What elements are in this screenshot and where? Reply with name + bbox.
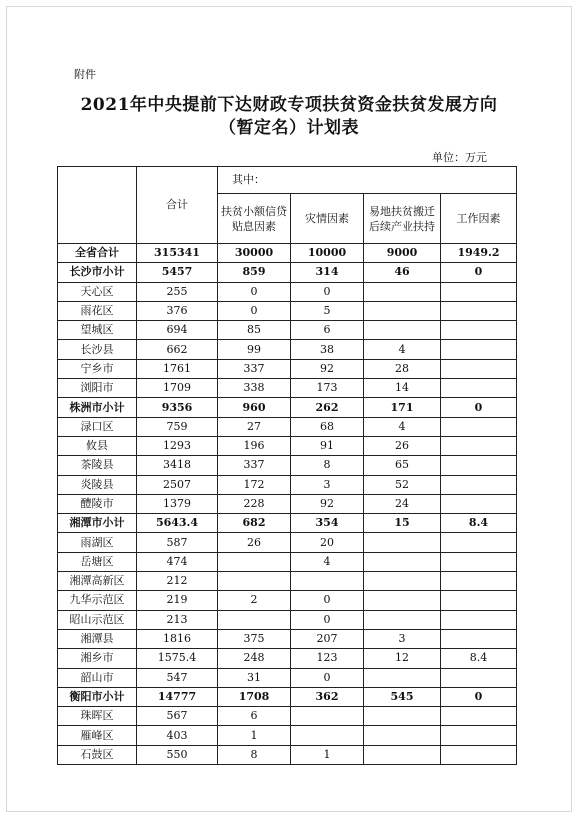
row-relocation-cell — [364, 572, 441, 591]
row-name-cell: 长沙市小计 — [58, 263, 137, 282]
row-total-cell: 219 — [137, 591, 218, 610]
row-name-cell: 湘潭县 — [58, 629, 137, 648]
row-total-cell: 547 — [137, 668, 218, 687]
row-disaster-cell: 354 — [291, 514, 364, 533]
row-disaster-cell: 0 — [291, 282, 364, 301]
allocation-table — [57, 166, 517, 765]
row-work-cell — [441, 417, 517, 436]
row-name-cell: 九华示范区 — [58, 591, 137, 610]
table-row — [58, 340, 517, 359]
row-work-cell — [441, 321, 517, 340]
row-total-cell: 1816 — [137, 629, 218, 648]
row-relocation-cell: 9000 — [364, 244, 441, 263]
row-total-cell: 14777 — [137, 687, 218, 706]
row-total-cell: 2507 — [137, 475, 218, 494]
table-row — [58, 398, 517, 417]
attachment-label: 附件 — [74, 68, 96, 81]
row-microcredit-cell: 6 — [218, 707, 291, 726]
row-relocation-cell — [364, 533, 441, 552]
row-disaster-cell: 8 — [291, 456, 364, 475]
row-disaster-cell: 262 — [291, 398, 364, 417]
row-work-cell — [441, 707, 517, 726]
table-row — [58, 282, 517, 301]
row-disaster-cell: 0 — [291, 610, 364, 629]
row-relocation-cell: 171 — [364, 398, 441, 417]
row-microcredit-cell: 31 — [218, 668, 291, 687]
row-relocation-cell — [364, 610, 441, 629]
table-row — [58, 533, 517, 552]
row-name-cell: 衡阳市小计 — [58, 687, 137, 706]
row-name-cell: 茶陵县 — [58, 456, 137, 475]
row-relocation-cell: 24 — [364, 494, 441, 513]
row-work-cell — [441, 359, 517, 378]
table-row — [58, 514, 517, 533]
table-row — [58, 649, 517, 668]
unit-label: 单位：万元 — [432, 151, 487, 164]
row-name-cell: 韶山市 — [58, 668, 137, 687]
row-microcredit-cell: 1708 — [218, 687, 291, 706]
header-of-which: 其中： — [218, 167, 517, 194]
table-row — [58, 726, 517, 745]
row-disaster-cell: 0 — [291, 591, 364, 610]
row-disaster-cell: 10000 — [291, 244, 364, 263]
document-title: 2021年中央提前下达财政专项扶贫资金扶贫发展方向 — [80, 95, 498, 115]
row-relocation-cell — [364, 282, 441, 301]
row-disaster-cell: 207 — [291, 629, 364, 648]
row-total-cell: 1293 — [137, 436, 218, 455]
row-total-cell: 759 — [137, 417, 218, 436]
row-total-cell: 587 — [137, 533, 218, 552]
table-row — [58, 629, 517, 648]
row-relocation-cell: 28 — [364, 359, 441, 378]
row-total-cell: 213 — [137, 610, 218, 629]
row-microcredit-cell — [218, 610, 291, 629]
table-row — [58, 379, 517, 398]
row-relocation-cell — [364, 301, 441, 320]
row-microcredit-cell: 859 — [218, 263, 291, 282]
row-work-cell: 0 — [441, 398, 517, 417]
row-relocation-cell — [364, 591, 441, 610]
row-work-cell — [441, 629, 517, 648]
table-row — [58, 707, 517, 726]
row-microcredit-cell: 8 — [218, 745, 291, 764]
row-work-cell: 8.4 — [441, 649, 517, 668]
row-work-cell — [441, 552, 517, 571]
row-total-cell: 376 — [137, 301, 218, 320]
row-work-cell — [441, 301, 517, 320]
row-name-cell: 长沙县 — [58, 340, 137, 359]
table-row — [58, 610, 517, 629]
table-row — [58, 475, 517, 494]
table-row — [58, 456, 517, 475]
table-body — [58, 244, 517, 765]
row-microcredit-cell: 375 — [218, 629, 291, 648]
row-microcredit-cell: 2 — [218, 591, 291, 610]
row-disaster-cell: 38 — [291, 340, 364, 359]
row-microcredit-cell: 99 — [218, 340, 291, 359]
row-relocation-cell — [364, 321, 441, 340]
row-disaster-cell: 362 — [291, 687, 364, 706]
row-total-cell: 212 — [137, 572, 218, 591]
row-total-cell: 3418 — [137, 456, 218, 475]
table-row — [58, 687, 517, 706]
row-disaster-cell: 5 — [291, 301, 364, 320]
row-name-cell: 昭山示范区 — [58, 610, 137, 629]
row-microcredit-cell: 172 — [218, 475, 291, 494]
row-relocation-cell: 4 — [364, 340, 441, 359]
row-work-cell — [441, 379, 517, 398]
table-row — [58, 263, 517, 282]
row-name-cell: 湘潭市小计 — [58, 514, 137, 533]
row-work-cell: 8.4 — [441, 514, 517, 533]
row-name-cell: 望城区 — [58, 321, 137, 340]
table-row — [58, 301, 517, 320]
row-work-cell: 0 — [441, 263, 517, 282]
row-name-cell: 宁乡市 — [58, 359, 137, 378]
row-work-cell — [441, 436, 517, 455]
row-relocation-cell — [364, 745, 441, 764]
row-total-cell: 9356 — [137, 398, 218, 417]
row-total-cell: 5457 — [137, 263, 218, 282]
row-name-cell: 湘乡市 — [58, 649, 137, 668]
row-disaster-cell: 92 — [291, 494, 364, 513]
row-microcredit-cell: 26 — [218, 533, 291, 552]
row-microcredit-cell: 196 — [218, 436, 291, 455]
row-name-cell: 石鼓区 — [58, 745, 137, 764]
row-total-cell: 662 — [137, 340, 218, 359]
row-microcredit-cell: 248 — [218, 649, 291, 668]
row-total-cell: 550 — [137, 745, 218, 764]
row-disaster-cell: 4 — [291, 552, 364, 571]
row-microcredit-cell: 338 — [218, 379, 291, 398]
row-work-cell: 0 — [441, 687, 517, 706]
row-disaster-cell: 6 — [291, 321, 364, 340]
table-row — [58, 745, 517, 764]
header-relocation: 易地扶贫搬迁后续产业扶持 — [364, 194, 441, 244]
row-relocation-cell — [364, 707, 441, 726]
row-name-cell: 雨花区 — [58, 301, 137, 320]
row-total-cell: 1379 — [137, 494, 218, 513]
row-work-cell — [441, 745, 517, 764]
row-microcredit-cell: 30000 — [218, 244, 291, 263]
row-microcredit-cell: 960 — [218, 398, 291, 417]
row-relocation-cell: 3 — [364, 629, 441, 648]
row-work-cell — [441, 475, 517, 494]
table-row — [58, 244, 517, 263]
row-microcredit-cell: 682 — [218, 514, 291, 533]
row-disaster-cell: 3 — [291, 475, 364, 494]
row-microcredit-cell: 1 — [218, 726, 291, 745]
document-subtitle: （暂定名）计划表 — [219, 118, 359, 138]
row-microcredit-cell: 85 — [218, 321, 291, 340]
row-name-cell: 雁峰区 — [58, 726, 137, 745]
row-disaster-cell — [291, 726, 364, 745]
row-name-cell: 株洲市小计 — [58, 398, 137, 417]
row-microcredit-cell — [218, 552, 291, 571]
row-relocation-cell: 545 — [364, 687, 441, 706]
row-microcredit-cell: 0 — [218, 301, 291, 320]
row-work-cell — [441, 591, 517, 610]
row-microcredit-cell: 0 — [218, 282, 291, 301]
row-work-cell — [441, 610, 517, 629]
row-name-cell: 渌口区 — [58, 417, 137, 436]
row-total-cell: 403 — [137, 726, 218, 745]
row-name-cell: 雨湖区 — [58, 533, 137, 552]
row-total-cell: 315341 — [137, 244, 218, 263]
row-work-cell — [441, 726, 517, 745]
row-work-cell — [441, 340, 517, 359]
row-microcredit-cell: 27 — [218, 417, 291, 436]
row-microcredit-cell: 337 — [218, 456, 291, 475]
row-disaster-cell: 92 — [291, 359, 364, 378]
table-row — [58, 494, 517, 513]
row-disaster-cell: 68 — [291, 417, 364, 436]
row-work-cell — [441, 668, 517, 687]
table-row — [58, 552, 517, 571]
table-row — [58, 436, 517, 455]
row-total-cell: 255 — [137, 282, 218, 301]
row-work-cell — [441, 533, 517, 552]
row-relocation-cell: 4 — [364, 417, 441, 436]
header-disaster: 灾情因素 — [291, 194, 364, 244]
header-blank — [58, 167, 137, 244]
row-total-cell: 474 — [137, 552, 218, 571]
row-total-cell: 567 — [137, 707, 218, 726]
row-total-cell: 1575.4 — [137, 649, 218, 668]
row-relocation-cell: 65 — [364, 456, 441, 475]
row-disaster-cell: 1 — [291, 745, 364, 764]
row-disaster-cell: 173 — [291, 379, 364, 398]
table-row — [58, 359, 517, 378]
row-work-cell — [441, 456, 517, 475]
row-name-cell: 攸县 — [58, 436, 137, 455]
row-name-cell: 全省合计 — [58, 244, 137, 263]
row-name-cell: 岳塘区 — [58, 552, 137, 571]
row-disaster-cell — [291, 572, 364, 591]
row-relocation-cell: 12 — [364, 649, 441, 668]
row-microcredit-cell: 337 — [218, 359, 291, 378]
row-relocation-cell — [364, 726, 441, 745]
table-row — [58, 417, 517, 436]
row-disaster-cell: 0 — [291, 668, 364, 687]
header-total: 合计 — [137, 167, 218, 244]
row-relocation-cell — [364, 668, 441, 687]
row-microcredit-cell — [218, 572, 291, 591]
row-work-cell: 1949.2 — [441, 244, 517, 263]
row-disaster-cell: 91 — [291, 436, 364, 455]
row-name-cell: 珠晖区 — [58, 707, 137, 726]
row-name-cell: 天心区 — [58, 282, 137, 301]
table-row — [58, 321, 517, 340]
row-total-cell: 694 — [137, 321, 218, 340]
row-work-cell — [441, 494, 517, 513]
table-row — [58, 668, 517, 687]
row-name-cell: 浏阳市 — [58, 379, 137, 398]
row-microcredit-cell: 228 — [218, 494, 291, 513]
row-relocation-cell: 52 — [364, 475, 441, 494]
row-work-cell — [441, 282, 517, 301]
table-row — [58, 591, 517, 610]
row-name-cell: 醴陵市 — [58, 494, 137, 513]
row-disaster-cell: 123 — [291, 649, 364, 668]
row-name-cell: 湘潭高新区 — [58, 572, 137, 591]
row-disaster-cell: 314 — [291, 263, 364, 282]
row-total-cell: 5643.4 — [137, 514, 218, 533]
row-relocation-cell: 14 — [364, 379, 441, 398]
row-work-cell — [441, 572, 517, 591]
header-work: 工作因素 — [441, 194, 517, 244]
row-relocation-cell: 46 — [364, 263, 441, 282]
row-name-cell: 炎陵县 — [58, 475, 137, 494]
row-relocation-cell: 26 — [364, 436, 441, 455]
row-disaster-cell: 20 — [291, 533, 364, 552]
row-relocation-cell: 15 — [364, 514, 441, 533]
row-disaster-cell — [291, 707, 364, 726]
row-relocation-cell — [364, 552, 441, 571]
header-microcredit: 扶贫小额信贷贴息因素 — [218, 194, 291, 244]
row-total-cell: 1761 — [137, 359, 218, 378]
row-total-cell: 1709 — [137, 379, 218, 398]
table-row — [58, 572, 517, 591]
